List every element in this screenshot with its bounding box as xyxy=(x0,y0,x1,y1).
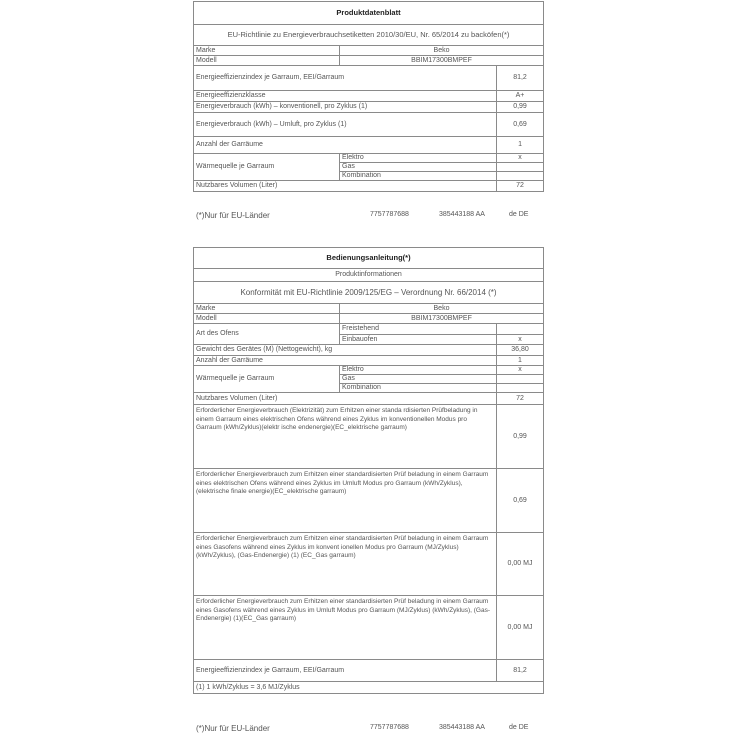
brand-label: Marke xyxy=(194,46,340,56)
cavities-label: Anzahl der Garräume xyxy=(194,137,497,154)
product-information-table xyxy=(193,247,544,694)
cavities-value: 1 xyxy=(497,137,544,154)
conformity-text: Konformität mit EU-Richtlinie 2009/125/EG – Verordnung Nr. 66/2014 (*) xyxy=(194,282,544,304)
subtitle: Produktinformationen xyxy=(194,269,544,282)
footer-code-1: 7757787688 xyxy=(370,211,409,218)
footer-code-1: 7757787688 xyxy=(370,724,409,731)
energy-class-label: Energieeffizienzklasse xyxy=(194,91,497,102)
footer-note: (*)Nur für EU-Länder xyxy=(196,211,270,220)
ec-gas-conventional-label: Erforderlicher Energieverbrauch zum Erhitzen einer standardisierten Prüf beladung in einem Garraum eines Gasofens während eines Zyklus im konvent ionellen Modus pro Garraum (MJ/Zyklus) (kWh/Zyklus), (Gas-Endenergie) (1) (EC_Gas garraum) xyxy=(194,533,497,596)
brand-value: Beko xyxy=(340,46,544,56)
footer-code-2: 385443188 AA xyxy=(439,211,485,218)
ec-electric-conventional-label: Erforderlicher Energieverbrauch (Elektrizität) zum Erhitzen einer standa rdisierten Prüfbeladung in einem Garraum eines elektrischen Ofens während eines Zyklus im konventionellen Modus pro Garraum (kWh/Zyklus)(elektr ische endenergie)(EC_elektrische garraum) xyxy=(194,405,497,469)
brand-value: Beko xyxy=(340,304,544,314)
fan-consumption-label: Energieverbrauch (kWh) – Umluft, pro Zyklus (1) xyxy=(194,113,497,137)
cavities-value: 1 xyxy=(497,356,544,366)
oven-type-free: Freistehend xyxy=(340,324,497,335)
energy-class-value: A+ xyxy=(497,91,544,102)
weight-label: Gewicht des Gerätes (M) (Nettogewicht), kg xyxy=(194,345,497,356)
heat-combi-label: Kombination xyxy=(340,384,497,393)
heat-gas-value xyxy=(497,375,544,384)
model-value: BBIM17300BMPEF xyxy=(340,56,544,66)
model-value: BBIM17300BMPEF xyxy=(340,314,544,324)
oven-type-free-value xyxy=(497,324,544,335)
oven-type-builtin: Einbauofen xyxy=(340,335,497,345)
heat-electric-value: x xyxy=(497,154,544,163)
oven-type-label: Art des Ofens xyxy=(194,324,340,345)
conventional-consumption-label: Energieverbrauch (kWh) – konventionell, pro Zyklus (1) xyxy=(194,102,497,113)
sheet2-footer xyxy=(196,724,546,734)
volume-label: Nutzbares Volumen (Liter) xyxy=(194,393,497,405)
heat-combi-value xyxy=(497,172,544,181)
product-data-table xyxy=(193,1,544,192)
volume-value: 72 xyxy=(497,393,544,405)
volume-label: Nutzbares Volumen (Liter) xyxy=(194,181,497,192)
weight-value: 36,80 xyxy=(497,345,544,356)
footer-note: (*)Nur für EU-Länder xyxy=(196,724,270,733)
conversion-note: (1) 1 kWh/Zyklus = 3,6 MJ/Zyklus xyxy=(194,682,544,694)
cavities-label: Anzahl der Garräume xyxy=(194,356,497,366)
directive-text: EU-Richtlinie zu Energieverbrauchsetiketten 2010/30/EU, Nr. 65/2014 zu backöfen(*) xyxy=(194,25,544,46)
conventional-consumption-value: 0,99 xyxy=(497,102,544,113)
heat-gas-label: Gas xyxy=(340,163,497,172)
footer-lang: de DE xyxy=(509,211,529,218)
sheet-title: Produktdatenblatt xyxy=(194,2,544,25)
heat-source-label: Wärmequelle je Garraum xyxy=(194,154,340,181)
fan-consumption-value: 0,69 xyxy=(497,113,544,137)
eei-value: 81,2 xyxy=(497,660,544,682)
footer-lang: de DE xyxy=(509,724,529,731)
ec-gas-conventional-value: 0,00 MJ xyxy=(497,533,544,596)
sheet1-footer xyxy=(196,211,546,221)
oven-type-builtin-value: x xyxy=(497,335,544,345)
footer-code-2: 385443188 AA xyxy=(439,724,485,731)
heat-source-label: Wärmequelle je Garraum xyxy=(194,366,340,393)
ec-electric-conventional-value: 0,99 xyxy=(497,405,544,469)
ec-electric-fan-label: Erforderlicher Energieverbrauch zum Erhitzen einer standardisierten Prüf beladung in einem Garraum eines elektrischen Ofens während eines Zyklus im Umluft Modus pro Garraum (kWh/Zyklus), (elektrische finale energie)(EC_elektrische garraum) xyxy=(194,469,497,533)
eei-label: Energieeffizienzindex je Garraum, EEI/Garraum xyxy=(194,66,497,91)
model-label: Modell xyxy=(194,314,340,324)
eei-value: 81,2 xyxy=(497,66,544,91)
eei-label: Energieeffizienzindex je Garraum, EEI/Garraum xyxy=(194,660,497,682)
product-data-sheet xyxy=(193,1,543,192)
heat-combi-value xyxy=(497,384,544,393)
heat-electric-value: x xyxy=(497,366,544,375)
heat-electric-label: Elektro xyxy=(340,154,497,163)
ec-gas-fan-label: Erforderlicher Energieverbrauch zum Erhitzen einer standardisierten Prüf beladung in einem Garraum eines Gasofens während eines Zyklus im Umluft Modus pro Garraum (MJ/Zyklus) (kWh/Zyklus), (Gas-Endenergie) (1)(EC_Gas garraum) xyxy=(194,596,497,660)
heat-gas-value xyxy=(497,163,544,172)
ec-electric-fan-value: 0,69 xyxy=(497,469,544,533)
model-label: Modell xyxy=(194,56,340,66)
heat-electric-label: Elektro xyxy=(340,366,497,375)
heat-gas-label: Gas xyxy=(340,375,497,384)
heat-combi-label: Kombination xyxy=(340,172,497,181)
user-manual-sheet xyxy=(193,247,543,694)
sheet-title: Bedienungsanleitung(*) xyxy=(194,248,544,269)
volume-value: 72 xyxy=(497,181,544,192)
ec-gas-fan-value: 0,00 MJ xyxy=(497,596,544,660)
brand-label: Marke xyxy=(194,304,340,314)
